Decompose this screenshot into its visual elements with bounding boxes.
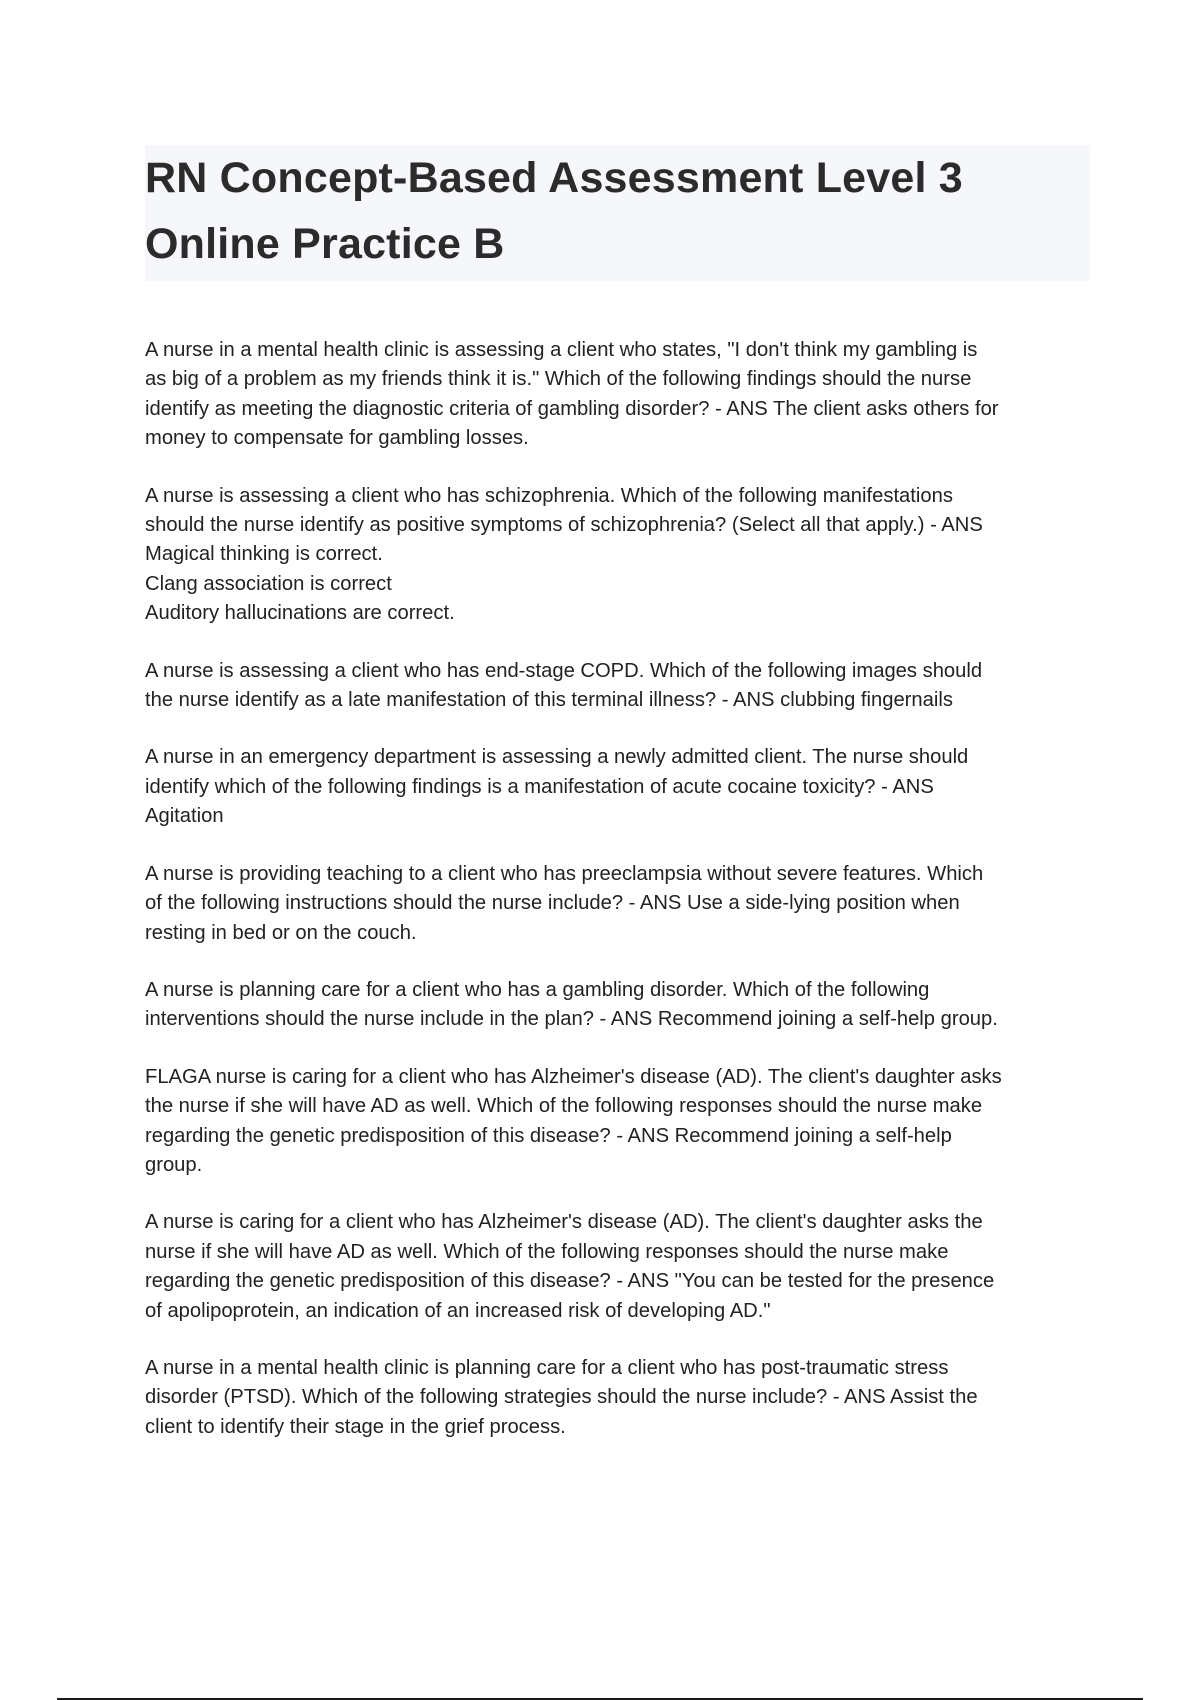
qa-line: the nurse if she will have AD as well. Which of the following responses should the nurse make [145,1095,983,1118]
qa-item-9 [145,1354,1095,1442]
qa-line: regarding the genetic predisposition of this disease? - ANS "You can be tested for the presence [145,1270,995,1293]
qa-item-1 [145,336,1095,454]
qa-line: Clang association is correct [145,572,392,595]
qa-item-6 [145,976,1095,1035]
document-title-line-1: RN Concept-Based Assessment Level 3 [145,154,963,202]
qa-item-2 [145,482,1095,629]
qa-line: Agitation [145,805,224,828]
qa-line: group. [145,1153,203,1176]
qa-line: as big of a problem as my friends think it is." Which of the following findings should the nurse [145,368,972,391]
qa-line: Auditory hallucinations are correct. [145,602,455,625]
qa-line: nurse if she will have AD as well. Which of the following responses should the nurse make [145,1240,949,1263]
qa-line: regarding the genetic predisposition of this disease? - ANS Recommend joining a self-help [145,1124,952,1147]
qa-line: A nurse is providing teaching to a client who has preeclampsia without severe features. Which [145,862,984,885]
qa-line: A nurse is assessing a client who has schizophrenia. Which of the following manifestations [145,484,953,507]
qa-line: the nurse identify as a late manifestation of this terminal illness? - ANS clubbing fingernails [145,689,953,712]
qa-line: interventions should the nurse include in the plan? - ANS Recommend joining a self-help group. [145,1008,998,1031]
question-answer-list [145,336,1095,1470]
qa-item-7 [145,1063,1095,1181]
qa-line: money to compensate for gambling losses. [145,427,529,450]
qa-line: client to identify their stage in the grief process. [145,1415,566,1438]
qa-item-3 [145,657,1095,716]
qa-line: A nurse is planning care for a client who has a gambling disorder. Which of the following [145,978,930,1001]
qa-line: A nurse is caring for a client who has Alzheimer's disease (AD). The client's daughter asks the [145,1211,983,1234]
qa-line: identify as meeting the diagnostic criteria of gambling disorder? - ANS The client asks others for [145,397,999,420]
title-band [145,145,1090,281]
qa-line: should the nurse identify as positive symptoms of schizophrenia? (Select all that apply.) - ANS [145,514,983,537]
qa-line: disorder (PTSD). Which of the following strategies should the nurse include? - ANS Assist the [145,1386,978,1409]
qa-line: of the following instructions should the nurse include? - ANS Use a side-lying position when [145,892,960,915]
qa-line: A nurse in a mental health clinic is assessing a client who states, "I don't think my gambling is [145,339,978,361]
document-title-line-2: Online Practice B [145,220,505,268]
qa-line: FLAGA nurse is caring for a client who has Alzheimer's disease (AD). The client's daughter asks [145,1065,1002,1088]
qa-line: of apolipoprotein, an indication of an increased risk of developing AD." [145,1299,771,1322]
qa-line: A nurse in an emergency department is assessing a newly admitted client. The nurse should [145,746,969,769]
qa-item-4 [145,743,1095,831]
qa-line: Magical thinking is correct. [145,543,383,566]
qa-line: A nurse in a mental health clinic is planning care for a client who has post-traumatic stress [145,1356,949,1379]
qa-item-8 [145,1208,1095,1326]
qa-line: identify which of the following findings is a manifestation of acute cocaine toxicity? - ANS [145,775,934,798]
qa-line: resting in bed or on the couch. [145,921,417,944]
qa-item-5 [145,860,1095,948]
qa-line: A nurse is assessing a client who has end-stage COPD. Which of the following images should [145,659,983,682]
